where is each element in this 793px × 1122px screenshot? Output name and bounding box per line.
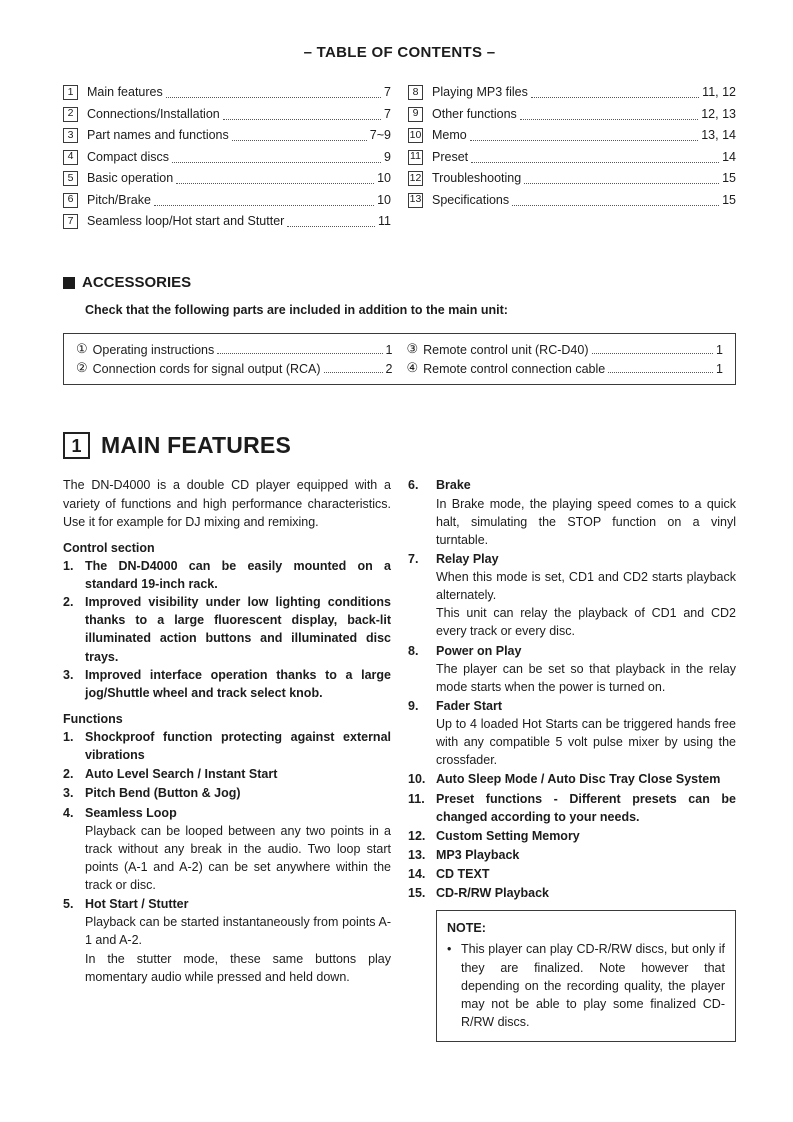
- feature-item: [408, 865, 736, 883]
- accessory-qty: 1: [716, 342, 723, 357]
- feature-number: 11.: [408, 791, 425, 806]
- toc-item-label: Main features: [87, 85, 163, 100]
- toc-entry: [408, 168, 736, 190]
- feature-number: 1.: [63, 730, 74, 745]
- feature-title: Relay Play: [436, 551, 499, 566]
- note-box: [436, 910, 736, 1042]
- dot-leader: [166, 97, 381, 98]
- feature-item: [63, 804, 391, 895]
- feature-item: [408, 884, 736, 902]
- toc-item-page: 11: [378, 214, 391, 229]
- accessory-number: ②: [76, 360, 88, 376]
- toc-item-number: 9: [408, 107, 423, 122]
- toc-item-label: Specifications: [432, 192, 510, 207]
- toc-item-label: Compact discs: [87, 149, 169, 164]
- feature-number: 14.: [408, 867, 426, 882]
- toc-item-page: 15: [722, 192, 736, 207]
- toc-item-page: 13, 14: [701, 128, 736, 143]
- dot-leader: [287, 226, 375, 227]
- feature-number: 10.: [408, 772, 426, 787]
- feature-item: [408, 846, 736, 864]
- accessory-item: [407, 340, 724, 359]
- accessory-label: Remote control connection cable: [423, 361, 606, 376]
- feature-body: Playback can be looped between any two points in a track without any break in the audio. Two loop start points (A-1 and A-2) can be set anywhere within the track or disc.: [85, 823, 391, 893]
- toc-item-page: 7: [384, 106, 391, 121]
- dot-leader: [154, 205, 374, 206]
- feature-item: [408, 697, 736, 770]
- feature-item: [63, 895, 391, 986]
- accessories-intro: Check that the following parts are included in addition to the main unit:: [85, 303, 508, 317]
- control-item-number: 1.: [63, 558, 74, 573]
- accessory-item: [76, 340, 393, 359]
- feature-body: Up to 4 loaded Hot Starts can be triggered hands free with any compatible 5 volt pulse mixer by using the crossfader.: [436, 717, 736, 768]
- feature-number: 15.: [408, 886, 426, 901]
- feature-title: Pitch Bend (Button & Jog): [85, 786, 241, 801]
- main-features-heading: [63, 429, 736, 462]
- dot-leader: [512, 205, 719, 206]
- accessory-number: ③: [406, 341, 419, 357]
- feature-item: [408, 827, 736, 845]
- toc-entry: [63, 146, 391, 168]
- toc-item-number: 5: [63, 171, 78, 186]
- feature-body: In Brake mode, the playing speed comes to a quick halt, simulating the STOP function on a vinyl turntable.: [436, 496, 736, 547]
- accessories-column-left: [76, 340, 393, 378]
- toc-entry: [63, 125, 391, 147]
- dot-leader: [172, 162, 381, 163]
- dot-leader: [520, 119, 698, 120]
- toc-item-number: 4: [63, 150, 78, 165]
- feature-number: 3.: [63, 786, 74, 801]
- accessory-label: Connection cords for signal output (RCA): [92, 361, 321, 376]
- feature-item: [408, 476, 736, 549]
- control-item: [63, 557, 391, 593]
- feature-number: 5.: [63, 897, 74, 912]
- toc-entry: [63, 82, 391, 104]
- note-item: [447, 940, 725, 1031]
- control-section-heading: Control section: [63, 540, 155, 555]
- control-item-number: 3.: [63, 667, 74, 682]
- feature-body: Playback can be started instantaneously from points A-1 and A-2.: [85, 915, 391, 948]
- feature-title: Power on Play: [436, 643, 522, 658]
- control-item-text: Improved interface operation thanks to a large jog/Shuttle wheel and track select knob.: [85, 667, 391, 700]
- feature-title: Preset functions - Different presets can be changed according to your needs.: [436, 791, 736, 824]
- toc-item-number: 1: [63, 85, 78, 100]
- toc-item-label: Other functions: [432, 106, 517, 121]
- feature-number: 4.: [63, 805, 74, 820]
- dot-leader: [232, 140, 367, 141]
- toc-item-label: Playing MP3 files: [432, 85, 528, 100]
- toc-title: – TABLE OF CONTENTS –: [303, 44, 496, 61]
- toc-item-page: 10: [377, 192, 391, 207]
- feature-title: CD-R/RW Playback: [436, 886, 549, 901]
- feature-title: MP3 Playback: [436, 847, 520, 862]
- toc-column-left: [63, 82, 391, 233]
- toc-item-label: Memo: [432, 128, 467, 143]
- main-features-title: MAIN FEATURES: [101, 432, 292, 459]
- accessories-heading-label: ACCESSORIES: [82, 274, 192, 292]
- toc-item-label: Pitch/Brake: [87, 192, 151, 207]
- feature-title: Shockproof function protecting against external vibrations: [85, 730, 391, 763]
- main-features-column-right: [408, 476, 736, 1042]
- toc-item-page: 7: [384, 85, 391, 100]
- dot-leader: [217, 353, 382, 354]
- toc-item-number: 13: [408, 193, 423, 208]
- feature-body: In the stutter mode, these same buttons play momentary audio while pressed and held down.: [85, 951, 391, 984]
- accessories-box: [63, 333, 736, 385]
- note-text: This player can play CD-R/RW discs, but only if they are finalized. Note however that depending on the recording quality, the player may not be able to play some finalized CD-R/RW discs.: [461, 942, 725, 1029]
- feature-body: This unit can relay the playback of CD1 and CD2 every track or every disc.: [436, 606, 736, 639]
- feature-number: 12.: [408, 828, 426, 843]
- accessory-qty: 1: [385, 342, 393, 357]
- feature-number: 2.: [63, 767, 74, 782]
- toc-item-number: 10: [408, 128, 423, 143]
- dot-leader: [531, 97, 699, 98]
- feature-title: Auto Level Search / Instant Start: [85, 767, 278, 782]
- toc-item-label: Seamless loop/Hot start and Stutter: [87, 214, 285, 229]
- toc-item-page: 9: [384, 149, 391, 164]
- accessory-item: [76, 359, 393, 378]
- control-item: [63, 593, 391, 666]
- feature-number: 9.: [408, 698, 419, 713]
- accessories-heading: [63, 272, 736, 294]
- functions-heading: Functions: [63, 711, 123, 726]
- dot-leader: [608, 372, 713, 373]
- feature-item: [408, 790, 736, 826]
- main-features-columns: [63, 476, 736, 1042]
- accessory-item: [407, 359, 724, 378]
- feature-item: [408, 550, 736, 641]
- toc-section: [63, 82, 736, 233]
- feature-item: [408, 770, 736, 788]
- feature-number: 13.: [408, 847, 426, 862]
- toc-item-number: 2: [63, 107, 78, 122]
- accessory-label: Remote control unit (RC-D40): [423, 342, 589, 357]
- feature-item: [63, 784, 391, 802]
- toc-item-page: 10: [377, 171, 391, 186]
- feature-title: Fader Start: [436, 698, 502, 713]
- toc-item-number: 3: [63, 128, 78, 143]
- toc-item-page: 12, 13: [701, 106, 736, 121]
- toc-entry: [63, 189, 391, 211]
- toc-item-page: 7~9: [369, 128, 391, 143]
- toc-item-label: Preset: [432, 149, 469, 164]
- control-item: [63, 666, 391, 702]
- toc-item-number: 8: [408, 85, 423, 100]
- toc-item-number: 11: [408, 150, 423, 165]
- note-bullet: •: [447, 942, 452, 957]
- toc-item-label: Basic operation: [87, 171, 174, 186]
- toc-entry: [63, 103, 391, 125]
- toc-entry: [408, 125, 736, 147]
- accessory-number: ①: [76, 341, 88, 357]
- feature-body: The player can be set so that playback in the relay mode starts when the power is turned on.: [436, 661, 736, 694]
- toc-entry: [408, 146, 736, 168]
- toc-item-page: 14: [722, 149, 736, 164]
- accessory-number: ④: [406, 360, 419, 376]
- feature-item: [63, 765, 391, 783]
- feature-number: 6.: [408, 478, 419, 493]
- toc-entry: [408, 82, 736, 104]
- toc-item-number: 12: [408, 171, 423, 186]
- feature-title: Auto Sleep Mode / Auto Disc Tray Close System: [436, 772, 721, 787]
- dot-leader: [176, 183, 374, 184]
- feature-title: Custom Setting Memory: [436, 828, 580, 843]
- feature-title: Hot Start / Stutter: [85, 897, 189, 912]
- dot-leader: [324, 372, 383, 373]
- feature-item: [63, 728, 391, 764]
- dot-leader: [470, 140, 699, 141]
- feature-body: When this mode is set, CD1 and CD2 starts playback alternately.: [436, 570, 736, 603]
- accessory-qty: 2: [385, 361, 393, 376]
- toc-item-page: 15: [722, 171, 736, 186]
- toc-item-label: Troubleshooting: [432, 171, 522, 186]
- feature-title: Seamless Loop: [85, 805, 177, 820]
- toc-item-label: Connections/Installation: [87, 106, 220, 121]
- feature-number: 7.: [408, 551, 419, 566]
- accessories-square-icon: [63, 277, 75, 289]
- control-item-number: 2.: [63, 595, 74, 610]
- toc-entry: [63, 168, 391, 190]
- feature-title: CD TEXT: [436, 867, 490, 882]
- toc-entry: [63, 211, 391, 233]
- accessory-label: Operating instructions: [92, 342, 215, 357]
- control-item-text: Improved visibility under low lighting conditions thanks to a large fluorescent display, back-lit illuminated action buttons and illuminated disc trays.: [85, 595, 391, 664]
- accessories-column-right: [407, 340, 724, 378]
- main-features-number-box: 1: [63, 432, 90, 459]
- main-features-column-left: [63, 476, 391, 1042]
- dot-leader: [524, 183, 719, 184]
- feature-item: [408, 642, 736, 696]
- dot-leader: [223, 119, 381, 120]
- toc-entry: [408, 189, 736, 211]
- dot-leader: [592, 353, 714, 354]
- toc-item-number: 6: [63, 193, 78, 208]
- feature-title: Brake: [436, 478, 471, 493]
- dot-leader: [471, 162, 719, 163]
- toc-column-right: [408, 82, 736, 233]
- note-heading: NOTE:: [447, 921, 486, 936]
- accessory-qty: 1: [716, 361, 723, 376]
- intro-paragraph: The DN-D4000 is a double CD player equipped with a variety of functions and high performance characteristics. Use it for example for DJ mixing and remixing.: [63, 478, 391, 529]
- toc-item-label: Part names and functions: [87, 128, 229, 143]
- toc-entry: [408, 103, 736, 125]
- control-item-text: The DN-D4000 can be easily mounted on a standard 19-inch rack.: [85, 558, 391, 592]
- toc-item-page: 11, 12: [702, 85, 736, 100]
- feature-number: 8.: [408, 643, 419, 658]
- toc-item-number: 7: [63, 214, 78, 229]
